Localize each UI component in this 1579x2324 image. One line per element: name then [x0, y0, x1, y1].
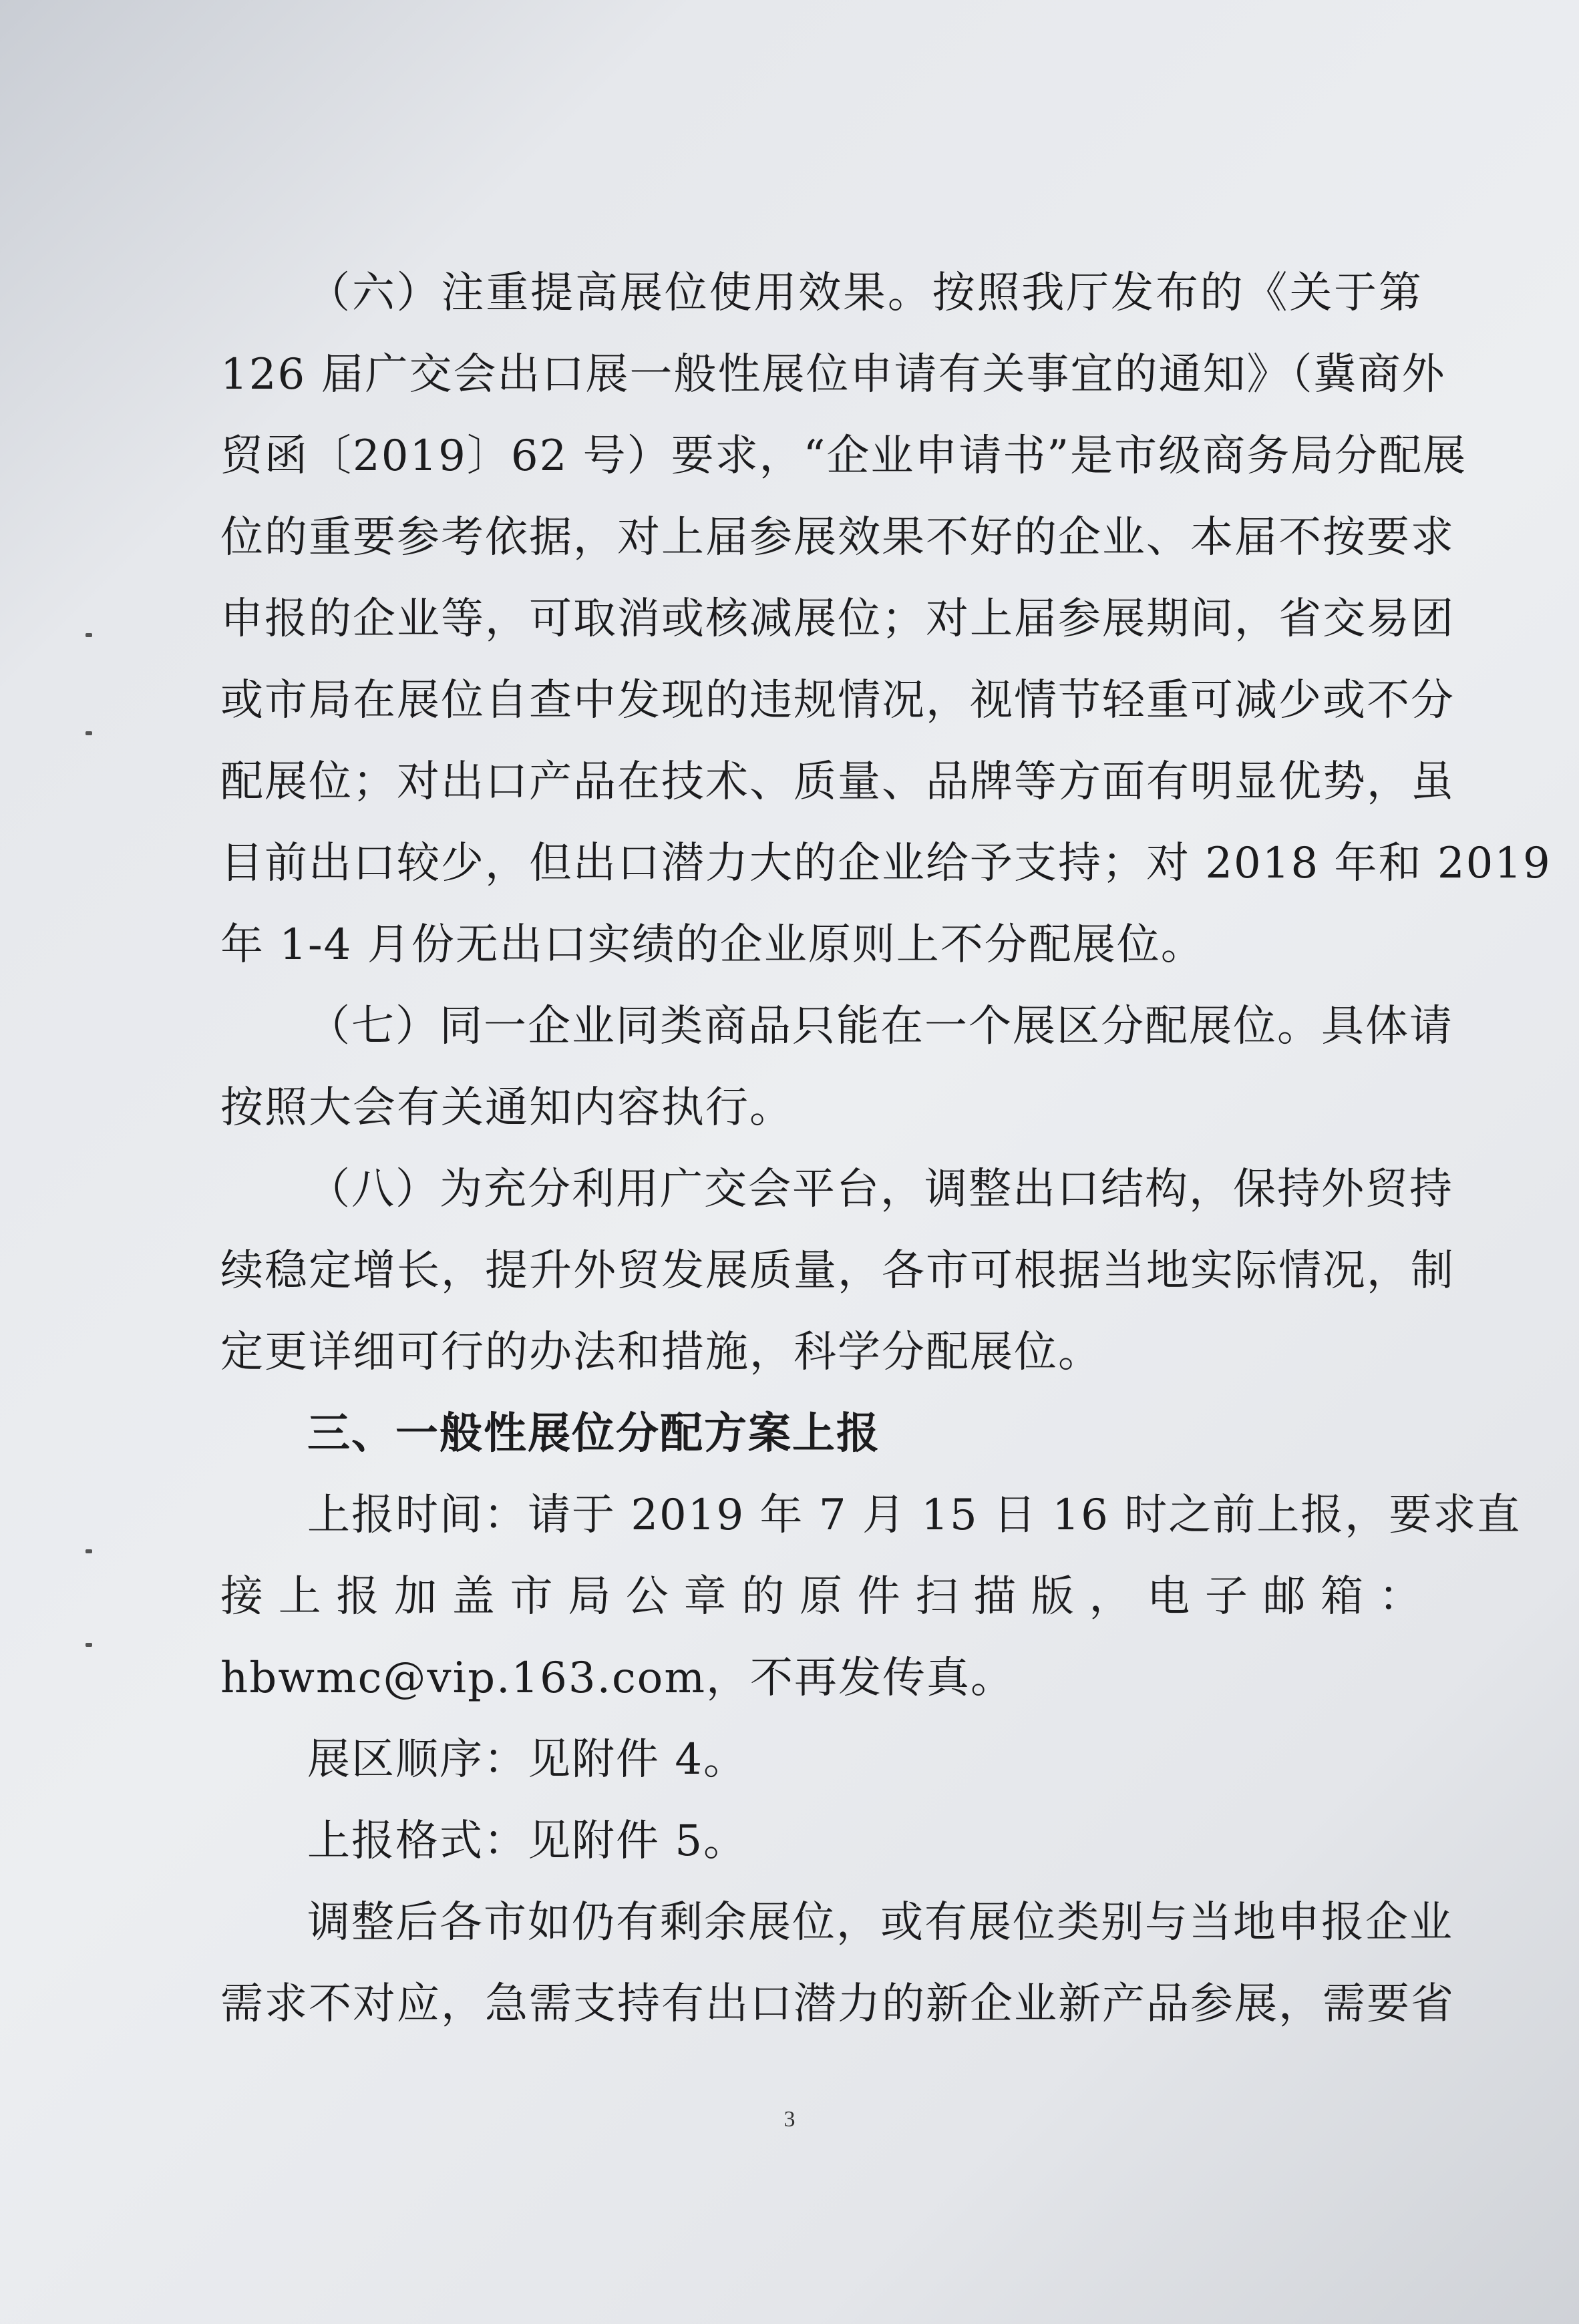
remaining-booths-line: 调整后各市如仍有剩余展位，或有展位类别与当地申报企业 — [307, 1898, 1453, 1947]
paragraph-8-line: 续稳定增长，提升外贸发展质量，各市可根据当地实际情况，制 — [220, 1246, 1455, 1296]
paragraph-6-line: 目前出口较少，但出口潜力大的企业给予支持；对 2018 年和 2019 — [220, 839, 1552, 888]
paragraph-6-line: 贸函〔2019〕62 号）要求，“企业申请书”是市级商务局分配展 — [220, 431, 1467, 481]
report-format-line: 上报格式：见附件 5。 — [307, 1816, 748, 1866]
binding-hole-mark — [85, 1549, 92, 1553]
paragraph-6-line: 位的重要参考依据，对上届参展效果不好的企业、本届不按要求 — [220, 513, 1455, 562]
paragraph-8-line: （八）为充分利用广交会平台，调整出口结构，保持外贸持 — [307, 1165, 1453, 1214]
document-body — [220, 252, 1552, 2045]
exhibition-order-line: 展区顺序：见附件 4。 — [307, 1735, 748, 1784]
page-number: 3 — [783, 2107, 796, 2132]
paragraph-8-line: 定更详细可行的办法和措施，科学分配展位。 — [220, 1328, 1102, 1377]
binding-hole-mark — [85, 731, 92, 735]
submission-time-line: 上报时间：请于 2019 年 7 月 15 日 16 时之前上报，要求直 — [307, 1491, 1522, 1540]
paragraph-6-line: 或市局在展位自查中发现的违规情况，视情节轻重可减少或不分 — [220, 676, 1455, 725]
section-3-heading: 三、一般性展位分配方案上报 — [307, 1409, 880, 1459]
email-line: hbwmc@vip.163.com，不再发传真。 — [220, 1654, 1015, 1703]
paragraph-6-line: （六）注重提高展位使用效果。按照我厅发布的《关于第 — [307, 268, 1423, 318]
paragraph-6-line: 配展位；对出口产品在技术、质量、品牌等方面有明显优势，虽 — [220, 757, 1455, 807]
paragraph-7-line: （七）同一企业同类商品只能在一个展区分配展位。具体请 — [307, 1002, 1453, 1051]
binding-hole-mark — [85, 633, 92, 637]
paragraph-6-line: 申报的企业等，可取消或核减展位；对上届参展期间，省交易团 — [220, 594, 1455, 644]
binding-hole-mark — [85, 1643, 92, 1647]
submission-time-line: 接上报加盖市局公章的原件扫描版，电子邮箱： — [220, 1572, 1423, 1621]
paragraph-6-line: 年 1-4 月份无出口实绩的企业原则上不分配展位。 — [220, 920, 1205, 970]
paragraph-7-line: 按照大会有关通知内容执行。 — [220, 1083, 794, 1133]
paragraph-6-line: 126 届广交会出口展一般性展位申请有关事宜的通知》（冀商外 — [220, 350, 1446, 399]
remaining-booths-line: 需求不对应，急需支持有出口潜力的新企业新产品参展，需要省 — [220, 1979, 1455, 2029]
